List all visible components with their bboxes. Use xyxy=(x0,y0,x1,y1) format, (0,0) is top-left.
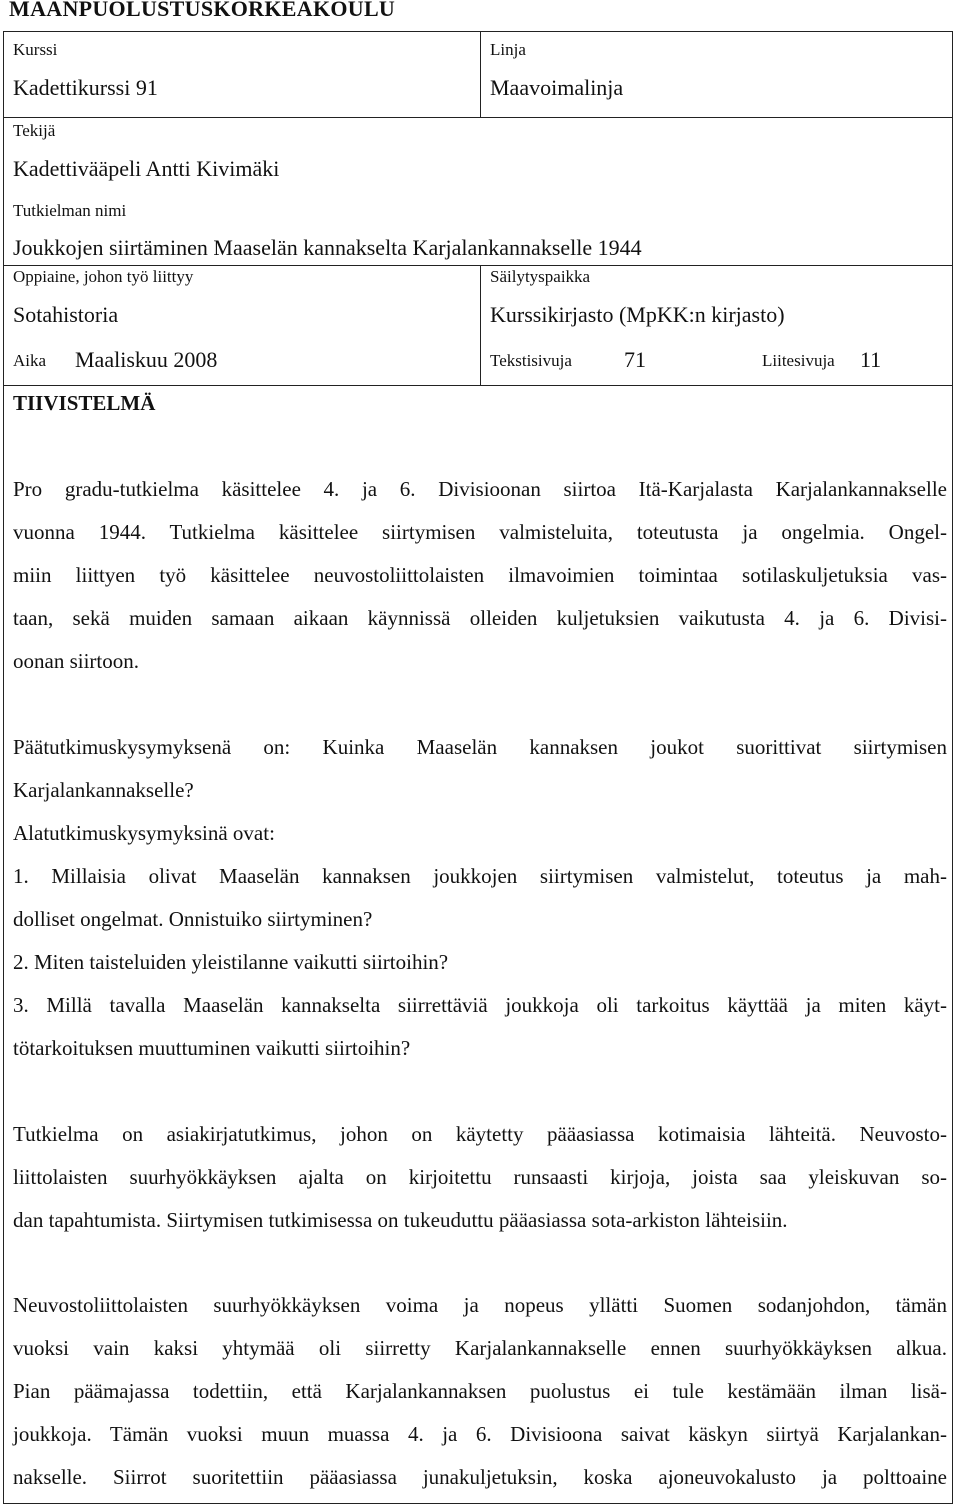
divider xyxy=(4,265,952,266)
text-line: 1. Millaisia olivat Maaselän kannaksen joukkojen siirtymisen valmistelut, toteutus ja mah- xyxy=(13,864,947,888)
appendix-pages-label: Liitesivuja xyxy=(762,351,835,370)
text-line: joukkoja. Tämän vuoksi muun muassa 4. ja 6. Divisioona saivat käskyn siirtyä Karjalankan- xyxy=(13,1422,947,1446)
text-line: dolliset ongelmat. Onnistuiko siirtyminen? xyxy=(13,907,373,931)
text-line: nakselle. Siirrot suoritettiin pääasiassa junakuljetuksin, koska ajoneuvokalusto ja polttoaine xyxy=(13,1465,947,1489)
abstract-paragraph-4 xyxy=(13,1284,947,1499)
text-line: Karjalankannakselle? xyxy=(13,778,194,802)
line-label: Linja xyxy=(490,40,526,59)
thesis-title-value: Joukkojen siirtäminen Maaselän kannakselta Karjalankannakselle 1944 xyxy=(13,235,642,260)
text-line: vuonna 1944. Tutkielma käsittelee siirtymisen valmisteluita, toteutusta ja ongelmia. Ongel- xyxy=(13,520,947,544)
subject-value: Sotahistoria xyxy=(13,302,119,327)
course-value: Kadettikurssi 91 xyxy=(13,75,158,100)
text-line: oonan siirtoon. xyxy=(13,649,139,673)
text-line: Neuvostoliittolaisten suurhyökkäyksen voima ja nopeus yllätti Suomen sodanjohdon, tämän xyxy=(13,1293,947,1317)
text-line: Tutkielma on asiakirjatutkimus, johon on käytetty pääasiassa kotimaisia lähteitä. Neuvosto- xyxy=(13,1122,947,1146)
divider xyxy=(480,265,481,386)
time-label: Aika xyxy=(13,351,47,370)
text-line: Päätutkimuskysymyksenä on: Kuinka Maaselän kannaksen joukot suorittivat siirtymisen xyxy=(13,735,947,759)
institution-title: MAANPUOLUSTUSKORKEAKOULU xyxy=(9,0,396,21)
text-line: Alatutkimuskysymyksinä ovat: xyxy=(13,821,275,845)
storage-label: Säilytyspaikka xyxy=(490,267,591,286)
time-value: Maaliskuu 2008 xyxy=(75,347,218,372)
divider xyxy=(4,117,952,118)
divider xyxy=(480,32,481,118)
appendix-pages-value: 11 xyxy=(860,347,882,372)
abstract-form xyxy=(3,31,953,1504)
divider xyxy=(4,385,952,386)
abstract-paragraph-1 xyxy=(13,468,947,683)
abstract-paragraph-3 xyxy=(13,1113,947,1242)
storage-value: Kurssikirjasto (MpKK:n kirjasto) xyxy=(490,302,785,327)
abstract-heading: TIIVISTELMÄ xyxy=(13,391,156,415)
text-line: tötarkoituksen muuttuminen vaikutti siirtoihin? xyxy=(13,1036,411,1060)
line-value: Maavoimalinja xyxy=(490,75,624,100)
text-line: 3. Millä tavalla Maaselän kannakselta siirrettäviä joukkoja oli tarkoitus käyttää ja miten käyt- xyxy=(13,993,947,1017)
text-line: Pian päämajassa todettiin, että Karjalankannaksen puolustus ei tule kestämään ilman lisä- xyxy=(13,1379,947,1403)
author-label: Tekijä xyxy=(13,121,56,140)
text-line: miin liittyen työ käsittelee neuvostoliittolaisten ilmavoimien toimintaa sotilaskuljetuksia vas- xyxy=(13,563,947,587)
text-line: liittolaisten suurhyökkäyksen ajalta on kirjoitettu runsaasti kirjoja, joista saa yleiskuvan so- xyxy=(13,1165,947,1189)
text-line: Pro gradu-tutkielma käsittelee 4. ja 6. Divisioonan siirtoa Itä-Karjalasta Karjalankannakselle xyxy=(13,477,947,501)
course-label: Kurssi xyxy=(13,40,58,59)
abstract-paragraph-2 xyxy=(13,726,947,1070)
text-pages-label: Tekstisivuja xyxy=(490,351,572,370)
subject-label: Oppiaine, johon työ liittyy xyxy=(13,267,194,286)
thesis-title-label: Tutkielman nimi xyxy=(13,201,127,220)
author-value: Kadettivääpeli Antti Kivimäki xyxy=(13,156,280,181)
text-line: dan tapahtumista. Siirtymisen tutkimisessa on tukeuduttu pääasiassa sota-arkiston lähteisiin. xyxy=(13,1208,788,1232)
text-line: vuoksi vain kaksi yhtymää oli siirretty Karjalankannakselle ennen suurhyökkäyksen alkua. xyxy=(13,1336,947,1360)
text-line: taan, sekä muiden samaan aikaan käynnissä olleiden kuljetuksien vaikutusta 4. ja 6. Divisi- xyxy=(13,606,947,630)
text-pages-value: 71 xyxy=(624,347,646,372)
text-line: 2. Miten taisteluiden yleistilanne vaikutti siirtoihin? xyxy=(13,950,449,974)
